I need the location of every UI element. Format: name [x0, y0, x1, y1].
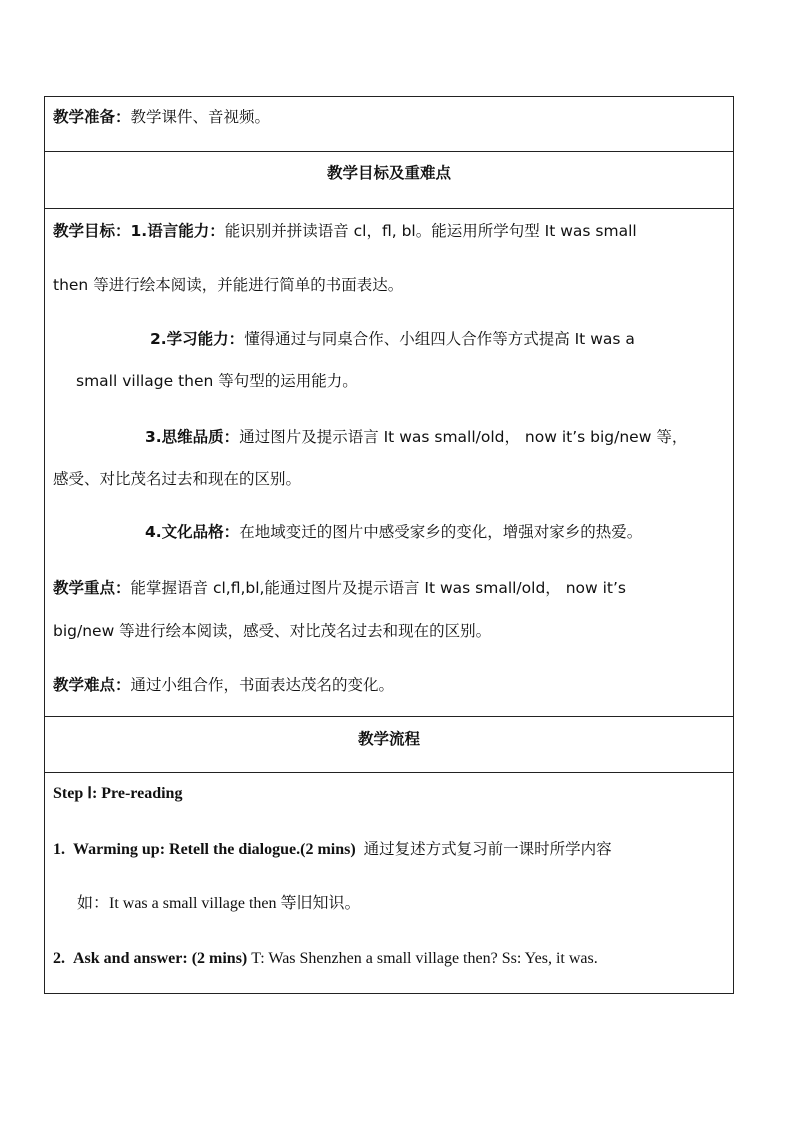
objective-1-text-a: 能识别并拼读语音 cl，fl, bl。能运用所学句型 It was small [224, 222, 637, 240]
process-row [45, 773, 733, 993]
item-2-bold: Ask and answer: (2 mins) [73, 950, 248, 967]
objective-3-text-a: 通过图片及提示语言 It was small/old， now it’s big/new 等， [239, 428, 688, 446]
prep-row [45, 97, 733, 152]
process-title-row [45, 717, 733, 773]
item-2-text: T: Was Shenzhen a small village then? Ss: Yes, it was. [251, 950, 598, 967]
objective-1-text-b: then 等进行绘本阅读，并能进行简单的书面表达。 [53, 276, 404, 294]
prep-text: 教学课件、音视频。 [130, 108, 271, 126]
key-points-label: 教学重点： [53, 579, 131, 597]
item-1-text: 通过复述方式复习前一课时所学内容 [363, 840, 612, 858]
section-title: 教学目标及重难点 [326, 164, 451, 182]
item-2-number: 2. [53, 950, 65, 967]
objective-4-text: 在地域变迁的图片中感受家乡的变化，增强对家乡的热爱。 [239, 523, 643, 541]
objectives-label: 教学目标： [53, 222, 131, 240]
objective-1-line-a [53, 221, 637, 241]
key-points-text-a: 能掌握语音 cl,fl,bl,能通过图片及提示语言 It was small/old， now it’s [130, 579, 627, 597]
item-1-bold: Warming up: Retell the dialogue.(2 mins) [73, 841, 356, 858]
prep-label: 教学准备： [53, 108, 131, 126]
objective-4-label: 4.文化品格： [145, 523, 240, 541]
objective-2-label: 2.学习能力： [150, 330, 245, 348]
difficulties-label: 教学难点： [53, 676, 131, 694]
process-title: 教学流程 [357, 730, 420, 748]
objective-1-label: 1.语言能力： [130, 222, 225, 240]
objective-3-text-b: 感受、对比茂名过去和现在的区别。 [53, 470, 302, 488]
key-points-text-b: big/new 等进行绘本阅读，感受、对比茂名过去和现在的区别。 [53, 622, 492, 640]
process-item-2 [53, 949, 598, 969]
item-1-continuation: 如：It was a small village then 等旧知识。 [77, 895, 361, 912]
objective-3-line-a [145, 427, 687, 447]
objective-2-text-a: 懂得通过与同桌合作、小组四人合作等方式提高 It was a [244, 330, 635, 348]
step-label: Step Ⅰ: Pre-reading [53, 785, 183, 802]
section-title-row [45, 152, 733, 209]
difficulties-line [53, 675, 394, 695]
prep-line [53, 107, 270, 127]
objective-4-line [145, 522, 642, 542]
objective-3-label: 3.思维品质： [145, 428, 240, 446]
key-points-line-a [53, 578, 626, 598]
item-1-number: 1. [53, 841, 65, 858]
process-item-1 [53, 839, 612, 860]
lesson-plan-table [44, 96, 734, 994]
objective-2-line-a [150, 329, 635, 349]
objectives-row [45, 209, 733, 717]
difficulties-text: 通过小组合作，书面表达茂名的变化。 [130, 676, 395, 694]
objective-2-text-b: small village then 等句型的运用能力。 [76, 372, 358, 390]
